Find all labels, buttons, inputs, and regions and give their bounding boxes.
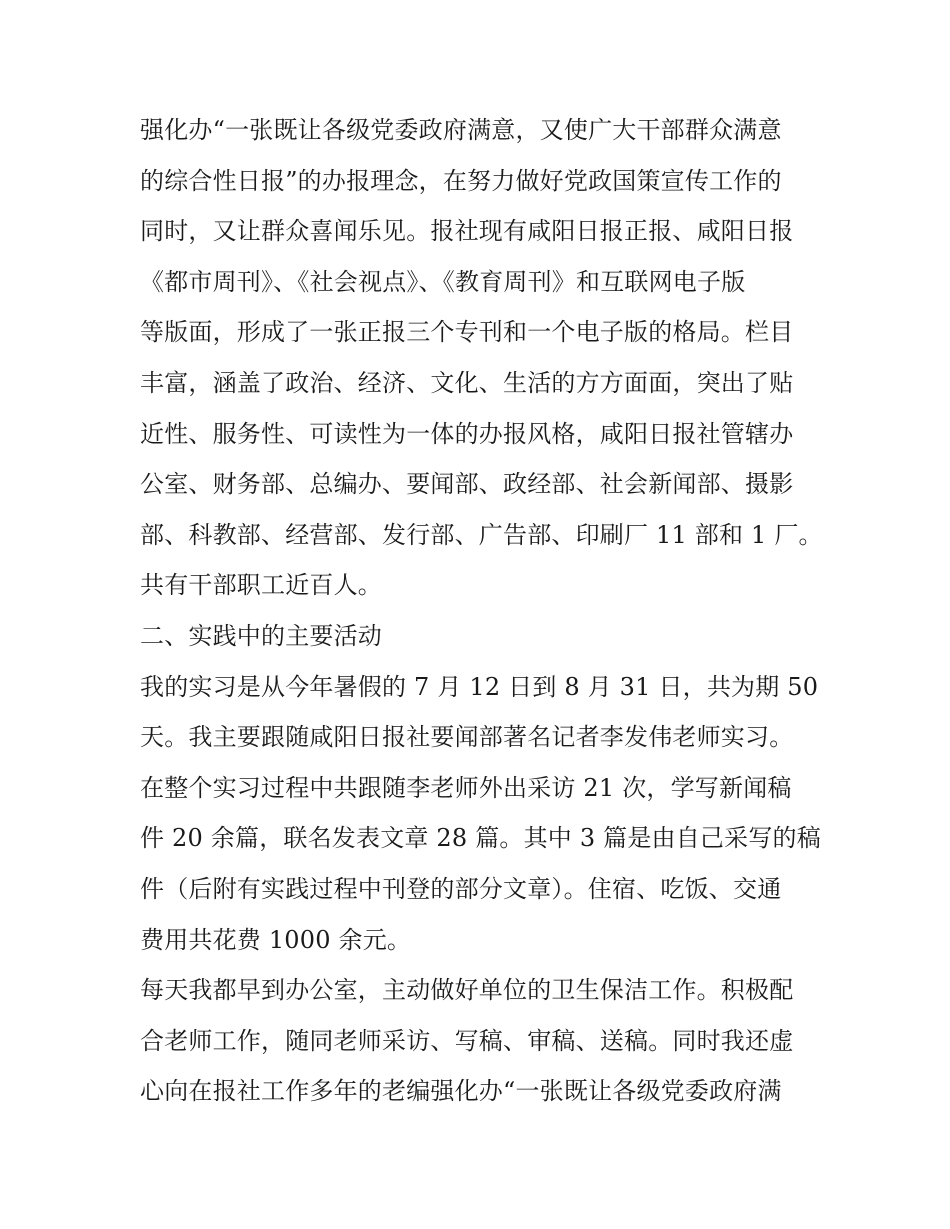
body-line: 费用共花费 1000 余元。: [140, 925, 412, 954]
body-line: 近性、服务性、可读性为一体的办报风格，咸阳日报社管辖办: [140, 419, 794, 448]
body-line: 同时，又让群众喜闻乐见。报社现有咸阳日报正报、咸阳日报: [140, 217, 794, 246]
body-line: 丰富，涵盖了政治、经济、文化、生活的方方面面，突出了贴: [140, 368, 794, 397]
body-line: 在整个实习过程中共跟随李老师外出采访 21 次，学写新闻稿: [140, 773, 792, 802]
body-line: 共有干部职工近百人。: [140, 571, 382, 600]
document-body: [140, 105, 823, 1117]
body-line: 天。我主要跟随咸阳日报社要闻部著名记者李发伟老师实习。: [140, 723, 794, 752]
body-line: 的综合性日报”的办报理念，在努力做好党政国策宣传工作的: [140, 166, 782, 195]
body-line: 公室、财务部、总编办、要闻部、政经部、社会新闻部、摄影: [140, 470, 794, 499]
body-line: 等版面，形成了一张正报三个专刊和一个电子版的格局。栏目: [140, 318, 794, 347]
body-line: 部、科教部、经营部、发行部、广告部、印刷厂 11 部和 1 厂。: [140, 520, 823, 549]
body-line: 心向在报社工作多年的老编强化办“一张既让各级党委政府满: [140, 1077, 782, 1106]
body-line: 件（后附有实践过程中刊登的部分文章）。住宿、吃饭、交通: [140, 874, 782, 903]
body-line: 每天我都早到办公室，主动做好单位的卫生保洁工作。积极配: [140, 976, 794, 1005]
body-line: 件 20 余篇，联名发表文章 28 篇。其中 3 篇是由自己采写的稿: [140, 824, 821, 853]
body-line: 合老师工作，随同老师采访、写稿、审稿、送稿。同时我还虚: [140, 1026, 794, 1055]
body-line: 《都市周刊》、《社会视点》、《教育周刊》和互联网电子版: [140, 267, 746, 296]
section-heading: 二、实践中的主要活动: [140, 621, 382, 650]
body-line: 我的实习是从今年暑假的 7 月 12 日到 8 月 31 日，共为期 50: [140, 672, 819, 701]
body-line: 强化办“一张既让各级党委政府满意，又使广大干部群众满意: [140, 116, 782, 144]
